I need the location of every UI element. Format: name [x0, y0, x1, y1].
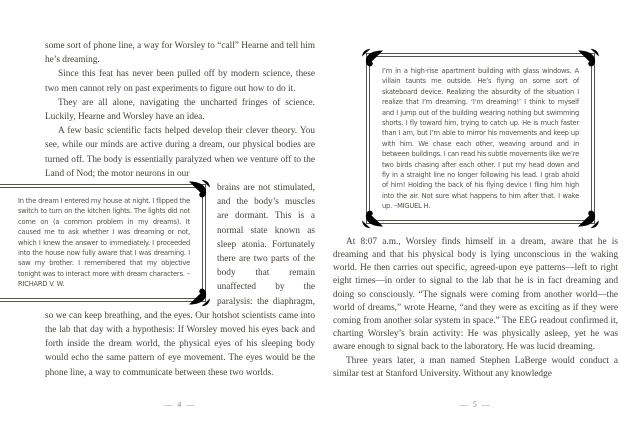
page-right: [333, 53, 618, 381]
dream-quote-text: I’m in a high-rise apartment building with glass windows. A villain taunts me outside. He’s flying on some sort of skateboard device. Realizing the absurdity of the situation I realize that I’m dreaming. ‘I’m dreaming!’ I think to myself and I jump out of the building wearing nothing but swimming shorts. I fly toward him, trying to catch up. He is much faster than I am, but I’m able to mirror his movements and keep up with him. We chase each other, weaving around and in between buildings. I can read his subtle movements like we’re two birds chasing after each other. I put my head down and fly in a straight line no longer following his lead. I grab ahold of him! Holding the back of his flying device I fling him high into the air. Not sure what happens to him after that. I wake up. –MIGUEL H.: [369, 56, 592, 221]
corner-flourish-icon: [360, 48, 384, 72]
corner-flourish-icon: [188, 283, 212, 307]
corner-flourish-icon: [577, 48, 601, 72]
inset-dream-quote: [0, 184, 206, 302]
framed-dream-quote: [366, 53, 595, 224]
page-number: — 5 —: [459, 400, 492, 409]
corner-flourish-icon: [577, 205, 601, 229]
corner-flourish-icon: [360, 205, 384, 229]
body-paragraph: At 8:07 a.m., Worsley finds himself in a dream, aware that he is dreaming and that his physical body is lying unconscious in the waking world. He then carries out specific, agreed-upon eye patterns—left to right eight times—in order to signal to the lab that he is in fact dreaming and doing so consciously. “The signals were coming from another world—the world of dreams,” wrote Hearne, “and they were as exciting as if they were coming from another solar system in space.” The EEG readout confirmed it, charting Worsley’s brain activity: He was physically asleep, yet he was aware enough to signal back to the laboratory. He was lucid dreaming.: [333, 236, 618, 353]
corner-flourish-icon: [188, 179, 212, 203]
page-left: [18, 39, 315, 380]
dream-quote-text: In the dream I entered my house at night. I flipped the switch to turn on the kitchen lights. The lights did not come on (a common problem in my dreams). It caused me to ask whether I was dreaming or not, which I knew the answer to immediately. I proceeded into the house now fully aware that I was dreaming. I saw my brother. I remembered that my objective tonight was to interact more with dream characters. –RICHARD V. W.: [0, 187, 203, 299]
body-paragraph: [18, 181, 315, 380]
page-number: — 4 —: [164, 400, 196, 409]
body-paragraph: A few basic scientific facts helped develop their clever theory. You see, while our minds are active during a dream, our physical bodies are turned off. The body is essentially paralyzed when we venture off to the Land of Nod; the motor neurons in our: [45, 126, 315, 179]
body-paragraph: They are all alone, navigating the uncharted fringes of science. Luckily, Hearne and Worsley have an idea.: [45, 97, 315, 123]
body-paragraph: Three years later, a man named Stephen LaBerge would conduct a similar test at Stanford University. Without any knowledge: [333, 355, 618, 379]
body-paragraph-text: brains are not stimulated, and the body’s muscles are dormant. This is a normal state known as sleep atonia. Fortunately there are two parts of the body that remain unaffected by the paralysis: the diaphragm, so we can keep breathing, and the eyes. Our hotshot scientists came into the lab that day with a hypothesis: If Worsley moved his eyes back and forth inside the dream world, the physical eyes of his sleeping body would echo the same pattern of eye movement. The eyes would be the phone line, a way to communicate between these two worlds.: [45, 183, 315, 378]
body-paragraph: some sort of phone line, a way for Worsley to “call” Hearne and tell him he’s dreaming.: [45, 41, 315, 66]
body-paragraph: Since this feat has never been pulled off by modern science, these two men cannot rely on past experiments to figure out how to do it.: [45, 69, 315, 94]
